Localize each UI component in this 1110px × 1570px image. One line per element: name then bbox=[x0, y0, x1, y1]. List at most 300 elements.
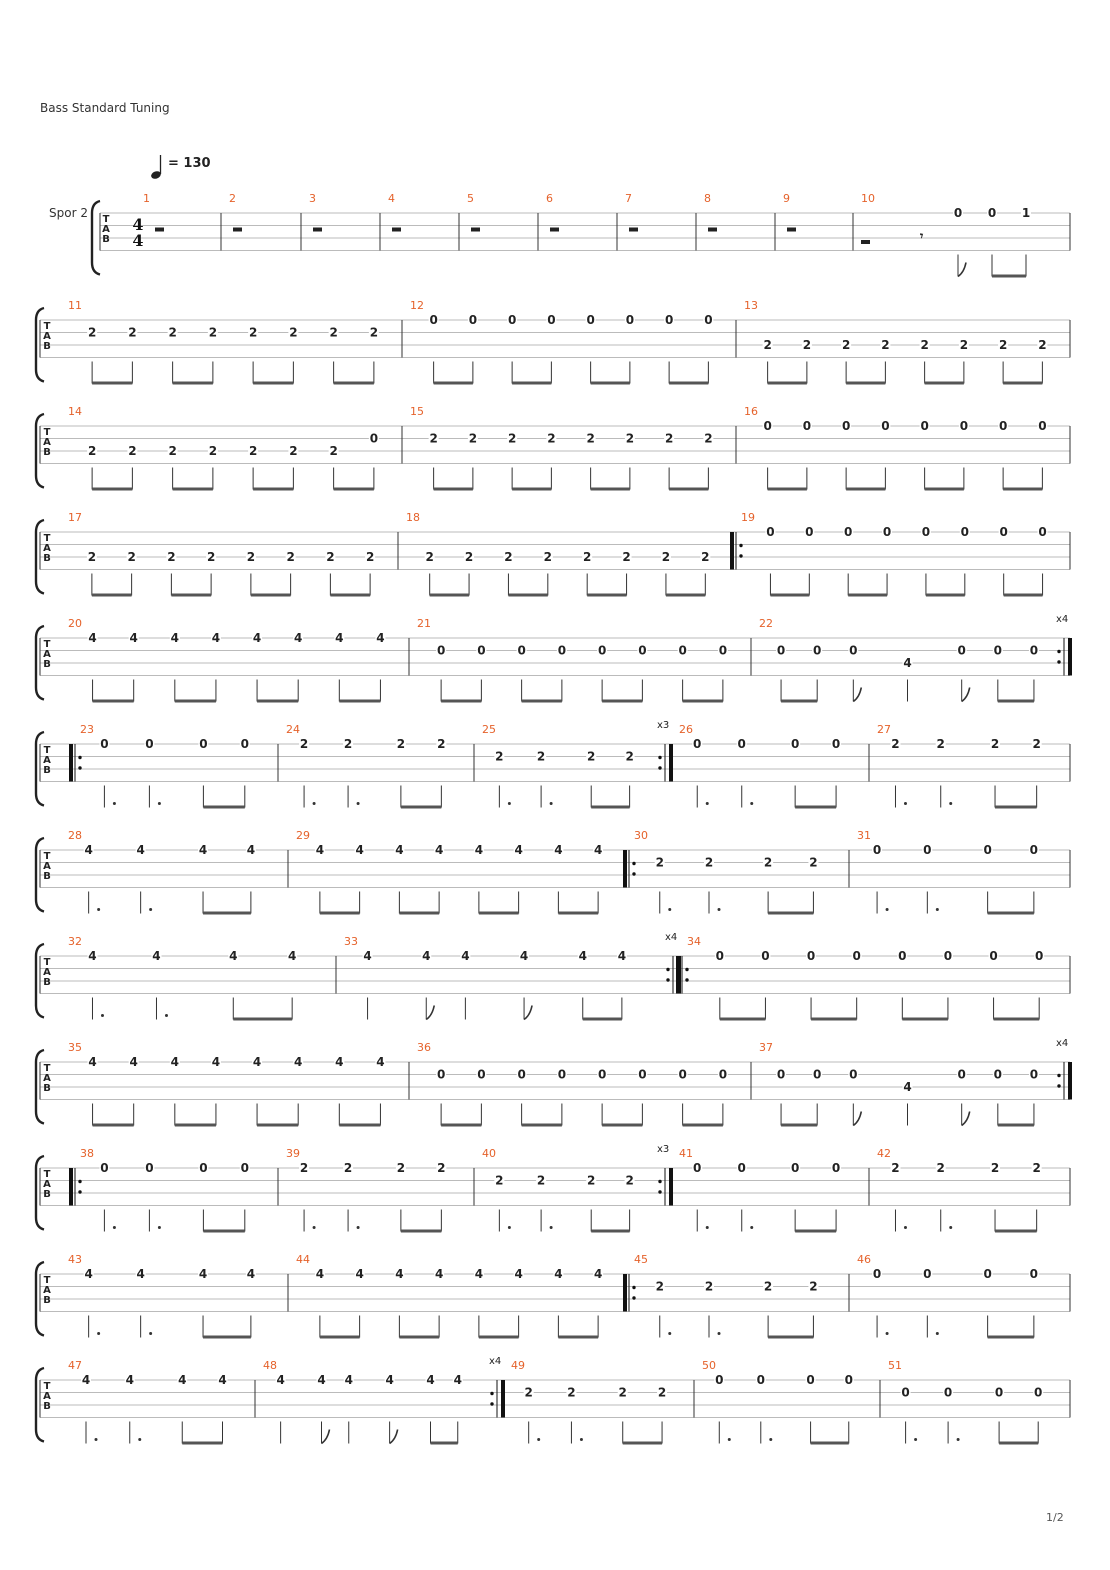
dot bbox=[149, 1332, 152, 1335]
fret-number: 0 bbox=[849, 1067, 858, 1082]
fret-number: 2 bbox=[547, 431, 556, 446]
fret-number: 0 bbox=[586, 313, 595, 327]
fret-number: 0 bbox=[957, 1067, 966, 1082]
fret-number: 4 bbox=[178, 1373, 187, 1387]
fret-number: 2 bbox=[936, 1161, 945, 1175]
dot bbox=[706, 1226, 709, 1229]
fret-number: 0 bbox=[678, 643, 687, 658]
note-beam bbox=[92, 594, 132, 597]
fret-number: 0 bbox=[1029, 1067, 1039, 1082]
fret-number: 2 bbox=[437, 1161, 446, 1175]
measure-number: 20 bbox=[68, 617, 82, 630]
note-beam bbox=[591, 806, 629, 809]
fret-number: 2 bbox=[286, 550, 295, 564]
tab-clef-letter: A bbox=[43, 331, 51, 342]
dot bbox=[668, 1332, 671, 1335]
measure-number: 33 bbox=[344, 935, 358, 948]
note-beam bbox=[602, 1124, 642, 1127]
fret-number: 0 bbox=[145, 1161, 154, 1175]
note-beam bbox=[430, 594, 469, 597]
half-rest bbox=[313, 228, 322, 232]
tab-clef-letter: T bbox=[43, 1169, 51, 1180]
repeat-start-thick-bar bbox=[676, 956, 680, 994]
fret-number: 0 bbox=[763, 419, 772, 433]
fret-number: 4 bbox=[246, 843, 256, 857]
note-beam bbox=[587, 594, 626, 597]
fret-number: 0 bbox=[100, 1161, 109, 1175]
note-flag bbox=[853, 1112, 861, 1126]
fret-number: 0 bbox=[923, 1267, 932, 1281]
fret-number: 2 bbox=[704, 855, 714, 870]
fret-number: 0 bbox=[507, 313, 517, 327]
repeat-count: x4 bbox=[665, 932, 678, 943]
tab-clef-letter: B bbox=[43, 977, 51, 988]
note-beam bbox=[253, 488, 293, 491]
repeat-dot bbox=[739, 544, 742, 547]
fret-number: 2 bbox=[655, 855, 664, 870]
note-beam bbox=[770, 594, 809, 597]
fret-number: 4 bbox=[252, 1055, 262, 1069]
tab-clef-letter: B bbox=[43, 659, 51, 670]
tab-clef-letter: B bbox=[43, 447, 51, 458]
repeat-dot bbox=[490, 1402, 493, 1405]
dot bbox=[949, 802, 952, 805]
fret-number: 2 bbox=[809, 1279, 818, 1294]
measure-number: 9 bbox=[783, 192, 790, 205]
fret-number: 0 bbox=[994, 1385, 1004, 1400]
fret-number: 0 bbox=[240, 1161, 249, 1175]
fret-number: 4 bbox=[355, 843, 364, 857]
note-beam bbox=[902, 1018, 948, 1021]
eighth-rest: 𝄾 bbox=[920, 229, 924, 243]
fret-number: 0 bbox=[790, 1161, 800, 1175]
measure-number: 32 bbox=[68, 935, 82, 948]
fret-number: 0 bbox=[802, 419, 812, 433]
fret-number: 0 bbox=[849, 643, 858, 658]
note-beam bbox=[925, 382, 964, 385]
repeat-count: x4 bbox=[1056, 614, 1069, 625]
measure-number: 40 bbox=[482, 1147, 496, 1160]
measure-number: 36 bbox=[417, 1041, 431, 1054]
note-flag bbox=[390, 1430, 398, 1444]
fret-number: 2 bbox=[495, 749, 504, 764]
tab-clef-letter: A bbox=[43, 543, 51, 554]
measure-number: 34 bbox=[687, 935, 701, 948]
note-flag bbox=[322, 1430, 330, 1444]
time-signature-bottom: 4 bbox=[132, 231, 144, 250]
fret-number: 2 bbox=[208, 444, 218, 458]
repeat-count: x3 bbox=[657, 1144, 670, 1155]
fret-number: 2 bbox=[891, 737, 900, 751]
fret-number: 2 bbox=[208, 325, 218, 340]
note-beam bbox=[1003, 488, 1042, 491]
tab-clef-letter: T bbox=[43, 1275, 51, 1286]
fret-number: 0 bbox=[597, 643, 607, 658]
fret-number: 0 bbox=[737, 737, 746, 751]
note-beam bbox=[795, 1230, 836, 1233]
note-beam bbox=[257, 1124, 298, 1127]
repeat-start-thick-bar bbox=[69, 1168, 73, 1206]
measure-number: 7 bbox=[625, 192, 632, 205]
fret-number: 4 bbox=[129, 1055, 138, 1069]
fret-number: 2 bbox=[495, 1173, 504, 1188]
measure-number: 16 bbox=[744, 405, 758, 418]
fret-number: 2 bbox=[507, 431, 517, 446]
note-beam bbox=[623, 1442, 662, 1445]
dot bbox=[886, 1332, 889, 1335]
fret-number: 4 bbox=[434, 1267, 444, 1281]
tab-clef-letter: A bbox=[43, 967, 51, 978]
fret-number: 0 bbox=[776, 1067, 786, 1082]
fret-number: 2 bbox=[990, 737, 1000, 751]
fret-number: 4 bbox=[453, 1373, 462, 1387]
measure-number: 24 bbox=[286, 723, 300, 736]
fret-number: 4 bbox=[519, 949, 529, 963]
fret-number: 2 bbox=[248, 325, 258, 340]
dot bbox=[728, 1438, 731, 1441]
tab-clef-letter: T bbox=[43, 533, 51, 544]
note-beam bbox=[522, 700, 562, 703]
note-beam bbox=[768, 382, 807, 385]
note-beam bbox=[479, 1336, 519, 1339]
dot bbox=[580, 1438, 583, 1441]
fret-number: 2 bbox=[704, 1279, 714, 1294]
dot bbox=[750, 802, 753, 805]
fret-number: 0 bbox=[477, 643, 486, 658]
measure-number: 18 bbox=[406, 511, 420, 524]
note-beam bbox=[995, 1230, 1037, 1233]
half-rest bbox=[629, 228, 638, 232]
note-beam bbox=[257, 700, 298, 703]
fret-number: 0 bbox=[872, 843, 882, 857]
fret-number: 4 bbox=[84, 1267, 93, 1281]
dot bbox=[886, 908, 889, 911]
note-beam bbox=[93, 1124, 134, 1127]
tab-clef-letter: B bbox=[43, 1083, 51, 1094]
fret-number: 2 bbox=[701, 550, 710, 564]
fret-number: 4 bbox=[395, 843, 404, 857]
fret-number: 4 bbox=[136, 1267, 145, 1281]
fret-number: 0 bbox=[983, 843, 992, 857]
fret-number: 0 bbox=[678, 1067, 687, 1082]
tab-clef-letter: A bbox=[43, 861, 51, 872]
fret-number: 0 bbox=[638, 1067, 647, 1082]
note-beam bbox=[669, 382, 708, 385]
note-beam bbox=[781, 1124, 817, 1127]
note-beam bbox=[811, 1442, 849, 1445]
dot bbox=[769, 1438, 772, 1441]
fret-number: 4 bbox=[593, 1267, 603, 1281]
dot bbox=[101, 1014, 104, 1017]
fret-number: 4 bbox=[355, 1267, 364, 1281]
measure-number: 45 bbox=[634, 1253, 648, 1266]
fret-number: 0 bbox=[477, 1067, 486, 1082]
dot bbox=[158, 802, 161, 805]
fret-number: 4 bbox=[218, 1373, 227, 1387]
measure-number: 19 bbox=[741, 511, 755, 524]
fret-number: 4 bbox=[287, 949, 297, 963]
fret-number: 2 bbox=[536, 749, 546, 764]
tab-clef-letter: A bbox=[43, 1285, 51, 1296]
fret-number: 2 bbox=[128, 444, 137, 458]
repeat-dot bbox=[632, 1296, 635, 1299]
fret-number: 2 bbox=[167, 550, 176, 564]
repeat-dot bbox=[1057, 660, 1060, 663]
note-beam bbox=[994, 1018, 1040, 1021]
measure-number: 48 bbox=[263, 1359, 277, 1372]
fret-number: 4 bbox=[385, 1373, 394, 1387]
note-beam bbox=[93, 700, 134, 703]
dot bbox=[313, 802, 316, 805]
measure-number: 25 bbox=[482, 723, 496, 736]
measure-number: 8 bbox=[704, 192, 711, 205]
measure-number: 28 bbox=[68, 829, 82, 842]
fret-number: 2 bbox=[661, 550, 671, 564]
fret-number: 4 bbox=[315, 843, 325, 857]
repeat-dot bbox=[632, 1286, 635, 1289]
fret-number: 2 bbox=[936, 737, 945, 751]
fret-number: 2 bbox=[583, 550, 592, 564]
fret-number: 2 bbox=[990, 1161, 1000, 1175]
note-beam bbox=[203, 912, 251, 915]
measure-number: 35 bbox=[68, 1041, 82, 1054]
fret-number: 2 bbox=[657, 1385, 667, 1400]
fret-number: 1 bbox=[1021, 206, 1031, 220]
fret-number: 2 bbox=[326, 550, 335, 564]
fret-number: 4 bbox=[344, 1373, 353, 1387]
fret-number: 2 bbox=[329, 444, 338, 458]
fret-number: 4 bbox=[294, 631, 303, 645]
tab-clef-letter: A bbox=[43, 1391, 51, 1402]
tab-clef-letter: A bbox=[102, 224, 110, 235]
note-beam bbox=[768, 488, 807, 491]
note-beam bbox=[591, 488, 630, 491]
fret-number: 0 bbox=[1029, 643, 1039, 658]
fret-number: 0 bbox=[841, 419, 851, 433]
dot bbox=[718, 1332, 721, 1335]
tab-clef-letter: T bbox=[102, 214, 110, 225]
note-beam bbox=[401, 806, 441, 809]
fret-number: 0 bbox=[693, 1161, 702, 1175]
dot bbox=[138, 1438, 141, 1441]
note-beam bbox=[558, 1336, 598, 1339]
fret-number: 2 bbox=[425, 550, 434, 564]
note-beam bbox=[781, 700, 817, 703]
fret-number: 0 bbox=[199, 1161, 208, 1175]
note-beam bbox=[339, 700, 380, 703]
fret-number: 2 bbox=[625, 431, 635, 446]
note-beam bbox=[1004, 594, 1043, 597]
note-beam bbox=[173, 488, 213, 491]
note-beam bbox=[203, 1230, 244, 1233]
fret-number: 4 bbox=[593, 843, 603, 857]
dot bbox=[113, 1226, 116, 1229]
dot bbox=[357, 1226, 360, 1229]
fret-number: 4 bbox=[461, 949, 470, 963]
fret-number: 2 bbox=[504, 550, 513, 564]
measure-number: 39 bbox=[286, 1147, 300, 1160]
measure-number: 31 bbox=[857, 829, 871, 842]
note-beam bbox=[558, 912, 598, 915]
fret-number: 4 bbox=[426, 1373, 435, 1387]
time-signature-top: 4 bbox=[132, 215, 144, 234]
fret-number: 0 bbox=[517, 643, 526, 658]
note-beam bbox=[479, 912, 519, 915]
fret-number: 0 bbox=[468, 313, 478, 327]
note-beam bbox=[339, 1124, 380, 1127]
fret-number: 2 bbox=[763, 855, 773, 870]
measure-number: 44 bbox=[296, 1253, 310, 1266]
note-beam bbox=[434, 382, 473, 385]
fret-number: 0 bbox=[557, 643, 567, 658]
note-beam bbox=[925, 488, 964, 491]
fret-number: 2 bbox=[587, 749, 596, 764]
fret-number: 2 bbox=[87, 325, 97, 340]
tab-clef-letter: B bbox=[43, 1295, 51, 1306]
repeat-end-thick-bar bbox=[669, 744, 673, 782]
dot bbox=[508, 1226, 511, 1229]
note-beam bbox=[512, 488, 551, 491]
measure-number: 46 bbox=[857, 1253, 871, 1266]
measure-number: 50 bbox=[702, 1359, 716, 1372]
fret-number: 2 bbox=[587, 1173, 596, 1188]
dot bbox=[537, 1438, 540, 1441]
fret-number: 0 bbox=[923, 843, 932, 857]
note-beam bbox=[1003, 382, 1042, 385]
fret-number: 0 bbox=[957, 643, 966, 658]
repeat-start-thick-bar bbox=[623, 850, 627, 888]
tab-clef-letter: A bbox=[43, 1073, 51, 1084]
note-beam bbox=[334, 488, 374, 491]
note-beam bbox=[171, 594, 211, 597]
tab-clef-letter: B bbox=[43, 765, 51, 776]
tab-clef-letter: A bbox=[43, 1179, 51, 1190]
fret-number: 0 bbox=[766, 525, 775, 539]
note-beam bbox=[683, 700, 723, 703]
half-rest bbox=[233, 228, 242, 232]
fret-number: 2 bbox=[664, 431, 674, 446]
note-beam bbox=[431, 1442, 458, 1445]
repeat-dot bbox=[666, 978, 669, 981]
fret-number: 2 bbox=[586, 431, 595, 446]
fret-number: 0 bbox=[429, 313, 438, 327]
note-beam bbox=[846, 488, 885, 491]
fret-number: 0 bbox=[805, 525, 814, 539]
repeat-dot bbox=[1057, 650, 1060, 653]
half-rest bbox=[550, 228, 559, 232]
note-beam bbox=[683, 1124, 723, 1127]
fret-number: 4 bbox=[294, 1055, 303, 1069]
fret-number: 0 bbox=[1029, 1267, 1039, 1281]
note-flag bbox=[962, 688, 970, 702]
repeat-dot bbox=[658, 1180, 661, 1183]
note-beam bbox=[441, 1124, 481, 1127]
note-beam bbox=[401, 1230, 441, 1233]
fret-number: 2 bbox=[920, 338, 929, 352]
dot bbox=[95, 1438, 98, 1441]
repeat-dot bbox=[78, 1190, 81, 1193]
fret-number: 0 bbox=[998, 419, 1008, 433]
measure-number: 27 bbox=[877, 723, 891, 736]
fret-number: 0 bbox=[756, 1373, 765, 1387]
tab-clef-letter: T bbox=[43, 1381, 51, 1392]
fret-number: 2 bbox=[289, 444, 298, 458]
fret-number: 0 bbox=[557, 1067, 567, 1082]
note-flag bbox=[853, 688, 861, 702]
fret-number: 4 bbox=[363, 949, 372, 963]
fret-number: 4 bbox=[474, 843, 484, 857]
note-beam bbox=[998, 700, 1034, 703]
fret-number: 2 bbox=[396, 1161, 406, 1175]
note-beam bbox=[591, 382, 630, 385]
fret-number: 0 bbox=[547, 313, 556, 327]
fret-number: 4 bbox=[434, 843, 444, 857]
dot bbox=[936, 1332, 939, 1335]
fret-number: 4 bbox=[276, 1373, 285, 1387]
fret-number: 2 bbox=[87, 444, 97, 458]
fret-number: 2 bbox=[543, 550, 552, 564]
tuning-label: Bass Standard Tuning bbox=[40, 101, 170, 115]
note-beam bbox=[768, 912, 813, 915]
fret-number: 0 bbox=[597, 1067, 607, 1082]
measure-number: 37 bbox=[759, 1041, 773, 1054]
measure-number: 41 bbox=[679, 1147, 693, 1160]
dot bbox=[97, 908, 100, 911]
fret-number: 2 bbox=[1032, 737, 1041, 751]
note-beam bbox=[173, 382, 213, 385]
repeat-dot bbox=[632, 862, 635, 865]
fret-number: 4 bbox=[152, 949, 161, 963]
fret-number: 0 bbox=[852, 949, 861, 963]
dot bbox=[149, 908, 152, 911]
dot bbox=[508, 802, 511, 805]
measure-number: 17 bbox=[68, 511, 82, 524]
fret-number: 0 bbox=[715, 949, 724, 963]
fret-number: 2 bbox=[704, 431, 713, 446]
fret-number: 0 bbox=[436, 1067, 446, 1082]
dot bbox=[113, 802, 116, 805]
note-beam bbox=[233, 1018, 292, 1021]
note-beam bbox=[720, 1018, 766, 1021]
fret-number: 0 bbox=[806, 949, 816, 963]
tab-clef-letter: B bbox=[43, 553, 51, 564]
dot bbox=[949, 1226, 952, 1229]
measure-number: 29 bbox=[296, 829, 310, 842]
fret-number: 4 bbox=[422, 949, 431, 963]
note-beam bbox=[203, 1336, 251, 1339]
fret-number: 0 bbox=[813, 1067, 822, 1082]
fret-number: 0 bbox=[999, 525, 1008, 539]
fret-number: 0 bbox=[1034, 1385, 1043, 1400]
repeat-end-thick-bar bbox=[501, 1380, 505, 1418]
repeat-count: x3 bbox=[657, 720, 670, 731]
repeat-dot bbox=[78, 766, 81, 769]
fret-number: 0 bbox=[844, 525, 853, 539]
tab-clef-letter: A bbox=[43, 437, 51, 448]
fret-number: 0 bbox=[921, 525, 931, 539]
fret-number: 0 bbox=[943, 1385, 953, 1400]
fret-number: 0 bbox=[881, 419, 890, 433]
fret-number: 0 bbox=[993, 643, 1002, 658]
fret-number: 0 bbox=[145, 737, 154, 751]
fret-number: 0 bbox=[436, 643, 446, 658]
fret-number: 2 bbox=[128, 325, 137, 340]
tab-clef-letter: T bbox=[43, 639, 51, 650]
measure-number: 42 bbox=[877, 1147, 891, 1160]
fret-number: 2 bbox=[289, 325, 298, 340]
note-beam bbox=[795, 806, 836, 809]
fret-number: 0 bbox=[715, 1373, 724, 1387]
